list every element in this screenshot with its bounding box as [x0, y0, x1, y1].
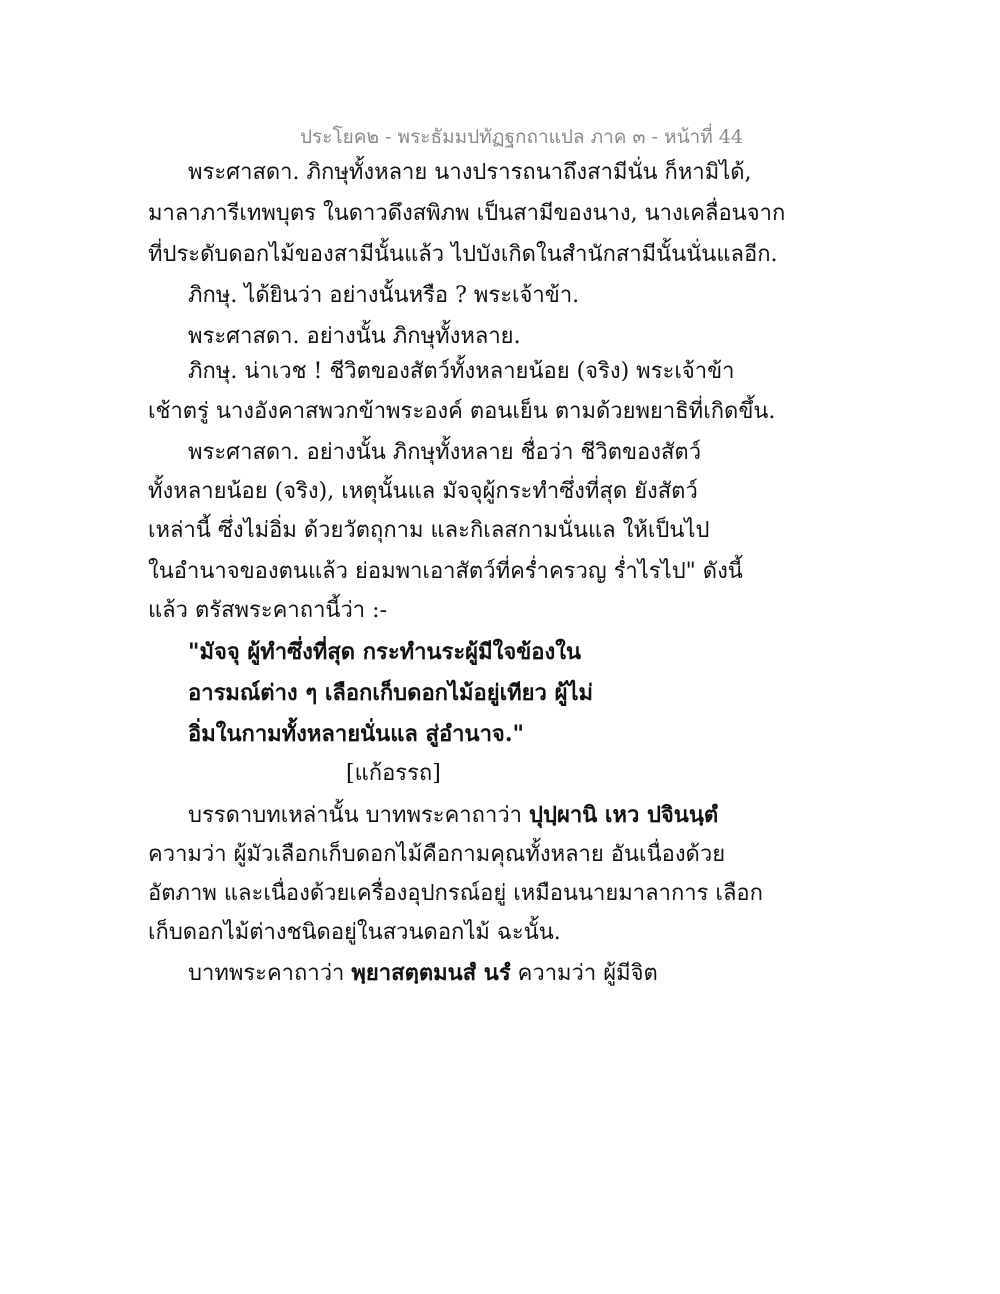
pali-term: ปุปฺผานิ เหว ปจินนฺตํ [529, 802, 719, 828]
verse-line: อารมณ์ต่าง ๆ เลือกเก็บดอกไม้อยู่เทียว ผู้ไม่ [188, 680, 594, 706]
text-line: เหล่านี้ ซึ่งไม่อิ่ม ด้วยวัตถุกาม และกิเลสกามนั่นแล ให้เป็นไป [148, 518, 710, 543]
text-line: ภิกษุ. น่าเวช ! ชีวิตของสัตว์ทั้งหลายน้อย (จริง) พระเจ้าข้า [188, 359, 735, 384]
section-title: [แก้อรรถ] [346, 761, 441, 786]
page-header: ประโยค๒ - พระธัมมปทัฏฐกถาแปล ภาค ๓ - หน้าที่ 44 [300, 126, 743, 148]
text-line: มาลาภารีเทพบุตร ในดาวดึงสพิภพ เป็นสามีของนาง, นางเคลื่อนจาก [148, 201, 786, 226]
text-line: อัตภาพ และเนื่องด้วยเครื่องอุปกรณ์อยู่ เหมือนนายมาลาการ เลือก [148, 881, 763, 906]
text-line: ความว่า ผู้มัวเลือกเก็บดอกไม้คือกามคุณทั้งหลาย อันเนื่องด้วย [148, 842, 726, 867]
text-line [188, 958, 658, 989]
text-line [188, 800, 718, 831]
text-line: พระศาสดา. อย่างนั้น ภิกษุทั้งหลาย ชื่อว่า ชีวิตของสัตว์ [188, 440, 702, 465]
text-segment: บรรดาบทเหล่านั้น บาทพระคาถาว่า [188, 803, 530, 828]
text-line: ทั้งหลายน้อย (จริง), เหตุนั้นแล มัจจุผู้กระทำซึ่งที่สุด ยังสัตว์ [148, 479, 698, 504]
text-segment: บาทพระคาถาว่า [188, 961, 352, 986]
text-line: พระศาสดา. อย่างนั้น ภิกษุทั้งหลาย. [188, 324, 521, 349]
text-line: พระศาสดา. ภิกษุทั้งหลาย นางปรารถนาถึงสามีนั่น ก็หามิได้, [188, 160, 752, 185]
text-line: เก็บดอกไม้ต่างชนิดอยู่ในสวนดอกไม้ ฉะนั้น. [148, 920, 561, 945]
text-line: ภิกษุ. ได้ยินว่า อย่างนั้นหรือ ? พระเจ้าข้า. [188, 283, 580, 308]
text-segment: ความว่า ผู้มีจิต [510, 961, 658, 986]
verse-line: "มัจจุ ผู้ทำซึ่งที่สุด กระทำนระผู้มีใจข้องใน [188, 639, 581, 665]
verse-line: อิ่มในกามทั้งหลายนั่นแล สู่อำนาจ." [188, 721, 524, 747]
text-line: ที่ประดับดอกไม้ของสามีนั้นแล้ว ไปบังเกิดในสำนักสามีนั้นนั่นแลอีก. [148, 242, 778, 267]
pali-term: พฺยาสตฺตมนสํ นรํ [351, 960, 511, 986]
text-line: เช้าตรู่ นางอังคาสพวกข้าพระองค์ ตอนเย็น ตามด้วยพยาธิที่เกิดขึ้น. [148, 399, 776, 424]
text-line: แล้ว ตรัสพระคาถานี้ว่า :- [148, 598, 388, 623]
text-line: ในอำนาจของตนแล้ว ย่อมพาเอาสัตว์ที่คร่ำครวญ ร่ำไรไป" ดังนี้ [148, 559, 743, 584]
